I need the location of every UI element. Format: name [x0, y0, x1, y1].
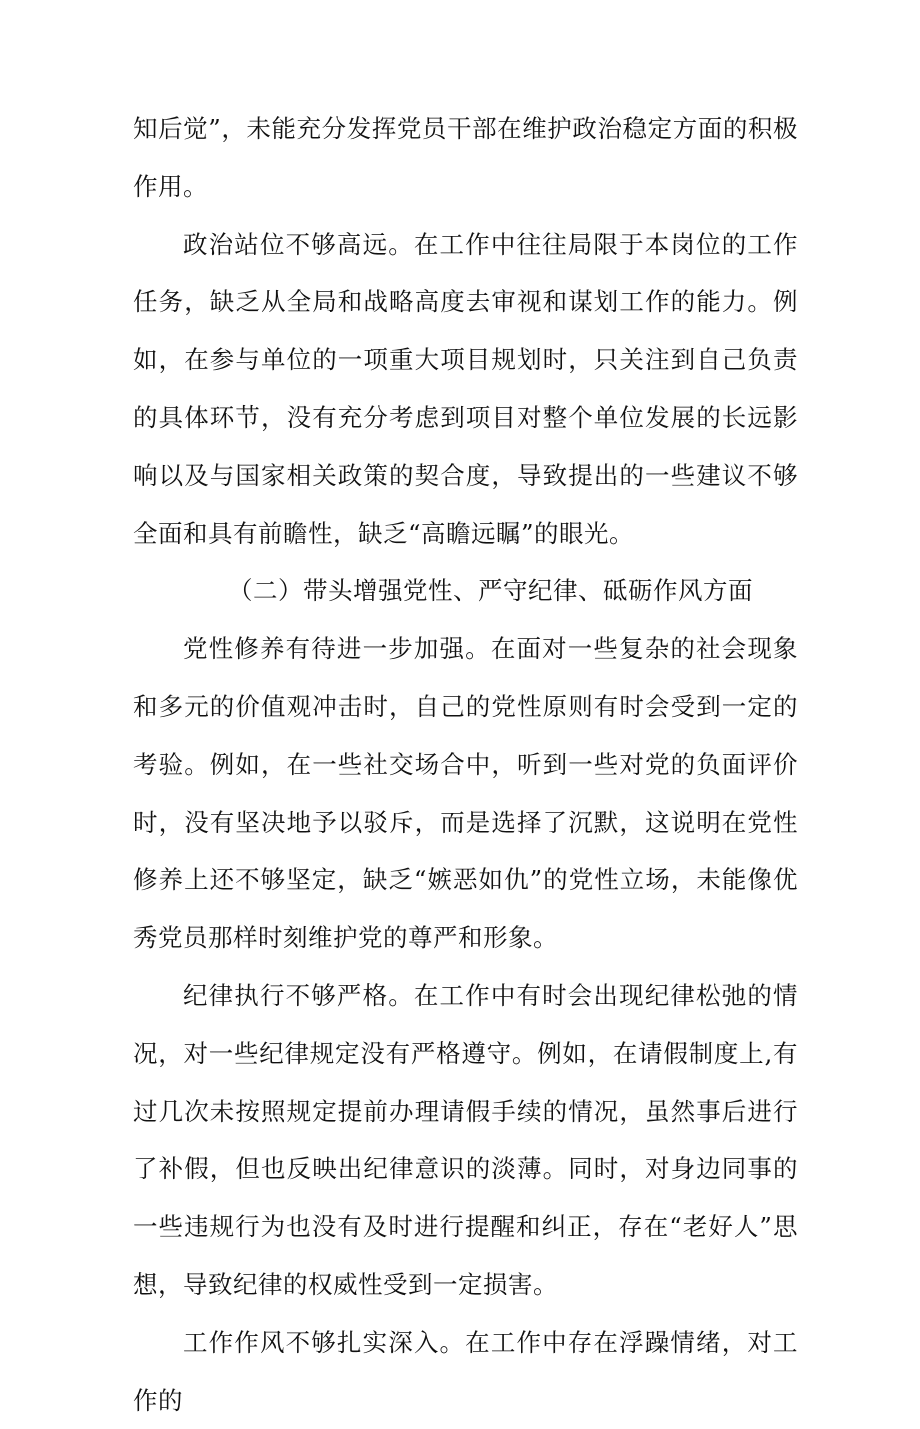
paragraph-work-style: 工作作风不够扎实深入。在工作中存在浮躁情绪，对工作的	[133, 1327, 798, 1415]
paragraph-political-stance: 政治站位不够高远。在工作中往往局限于本岗位的工作任务，缺乏从全局和战略高度去审视和谋划工作的能力。例如，在参与单位的一项重大项目规划时，只关注到自己负责的具体环节，没有充分考虑到项目对整个单位发展的长远影响以及与国家相关政策的契合度，导致提出的一些建议不够全面和具有前瞻性，缺乏“高瞻远瞩”的眼光。	[133, 229, 798, 548]
section-heading: （二）带头增强党性、严守纪律、砥砺作风方面	[228, 576, 753, 606]
document-body	[133, 100, 798, 1429]
paragraph-discipline: 纪律执行不够严格。在工作中有时会出现纪律松弛的情况，对一些纪律规定没有严格遵守。例如，在请假制度上,有过几次未按照规定提前办理请假手续的情况，虽然事后进行了补假，但也反映出纪律意识的淡薄。同时，对身边同事的一些违规行为也没有及时进行提醒和纠正，存在“老好人”思想，导致纪律的权威性受到一定损害。	[133, 980, 798, 1299]
paragraph-party-spirit: 党性修养有待进一步加强。在面对一些复杂的社会现象和多元的价值观冲击时，自己的党性原则有时会受到一定的考验。例如，在一些社交场合中，听到一些对党的负面评价时，没有坚决地予以驳斥，而是选择了沉默，这说明在党性修养上还不够坚定，缺乏“嫉恶如仇”的党性立场，未能像优秀党员那样时刻维护党的尊严和形象。	[133, 634, 798, 953]
paragraph-continued: 知后觉”，未能充分发挥党员干部在维护政治稳定方面的积极作用。	[133, 114, 798, 201]
